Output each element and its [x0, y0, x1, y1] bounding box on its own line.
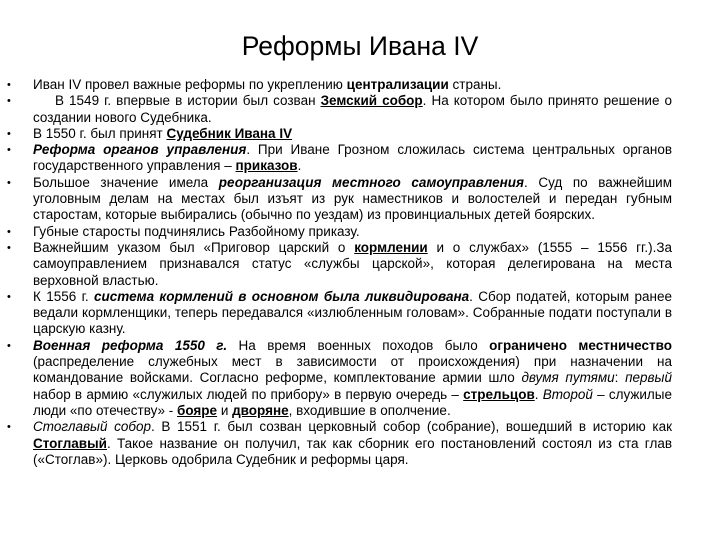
- item-text: (распределение служебных мест в зависимости от происхождения) при назначении на командование войсками. Согласно реформе, комплектование армии шло: [33, 354, 672, 386]
- term-stoglav-sobor: Стоглавый собор: [33, 419, 151, 435]
- list-item-government-reform: [33, 142, 672, 175]
- list-item-military-reform: [33, 338, 672, 419]
- item-text: :: [614, 370, 626, 386]
- item-text: .: [534, 386, 543, 402]
- item-text: и: [217, 402, 233, 418]
- item-text: В 1550 г. был принят: [33, 125, 167, 141]
- item-text: Губные старосты подчинялись Разбойному приказу.: [33, 223, 360, 239]
- list-item-zemsky-sobor: [33, 93, 672, 126]
- term-sudebnik: Судебник Ивана IV: [166, 125, 293, 141]
- term-centralization: централизации: [346, 77, 449, 92]
- item-text: . Сбор податей, которым ранее ведали кормленщики, теперь передавался «излюбленным головам». Собранные подати поступали в царскую казну.: [33, 288, 672, 337]
- item-text: и о службах» (1555 – 1556 гг.).За самоуправлением признавался статус «службы царской», которая делегирована на места верховной властью.: [33, 239, 672, 288]
- term-two-ways: двумя путями: [521, 370, 615, 386]
- term-boyars: бояре: [177, 402, 218, 418]
- term-zemsky-sobor: Земский собор: [320, 93, 423, 109]
- term-nobles: дворяне: [232, 402, 289, 418]
- item-text: К 1556 г.: [33, 288, 94, 304]
- reform-list: [0, 77, 720, 468]
- item-text: , входившие в ополчение.: [288, 402, 451, 418]
- list-item-kormlenie-decree: [33, 240, 672, 289]
- term-kormlenie: кормлении: [354, 239, 428, 255]
- item-text: Важнейшим указом был «Приговор царский о: [33, 239, 355, 255]
- list-item-gubnye-starosty: [33, 224, 672, 240]
- list-item-local-government: [33, 175, 672, 224]
- item-text: . При Иване Грозном сложилась система центральных органов государственного управления –: [33, 142, 673, 174]
- item-text: . Суд по важнейшим уголовным делам на местах был изъят из рук наместников и волостелей и передан губным старостам, которые выбирались (обычно по уездам) из провинциальных детей боярских.: [33, 174, 673, 223]
- item-text: .: [297, 158, 302, 174]
- item-text: В 1549 г. впервые в истории был созван: [55, 93, 321, 109]
- term-prikazy: приказов: [235, 158, 298, 174]
- list-item-sudebnik: [33, 126, 672, 142]
- term-government-reform: Реформа органов управления: [33, 142, 247, 158]
- item-text: . Такое название он получил, так как сборник его постановлений состоял из ста глав («Стоглав»). Церковь одобрила Судебник и реформы царя.: [33, 435, 672, 467]
- item-text: . В 1551 г. был созван церковный собор (собрание), вошедший в историю как: [150, 419, 672, 435]
- item-text: . На котором было принято решение о создании нового Судебника.: [33, 93, 673, 125]
- list-item-stoglav: [33, 419, 672, 468]
- item-text: – служилые люди «по отечеству» -: [33, 386, 673, 418]
- term-local-reorganization: реорганизация местного самоуправления: [218, 174, 524, 190]
- list-item-kormlenie-abolished: [33, 289, 672, 338]
- item-text: набор в армию «служилых людей по прибору» в первую очередь –: [33, 386, 464, 402]
- term-kormlenie-system: система кормлений в основном была ликвидирована: [93, 288, 470, 304]
- term-stoglav: Стоглавый: [33, 435, 107, 451]
- term-first: первый: [625, 370, 672, 386]
- item-text: Иван IV провел важные реформы по укреплению: [33, 77, 347, 92]
- item-text: страны.: [448, 77, 502, 92]
- item-text: На время военных походов было: [227, 337, 490, 353]
- term-second: Второй: [542, 386, 593, 402]
- term-military-reform: Военная реформа 1550 г.: [33, 337, 228, 353]
- term-streltsy: стрельцов: [463, 386, 535, 402]
- item-text: Большое значение имела: [33, 174, 219, 190]
- list-item-centralization: [33, 77, 672, 93]
- page-title: Реформы Ивана IV: [241, 31, 479, 61]
- term-mestnichestvo: ограничено местничество: [489, 337, 672, 353]
